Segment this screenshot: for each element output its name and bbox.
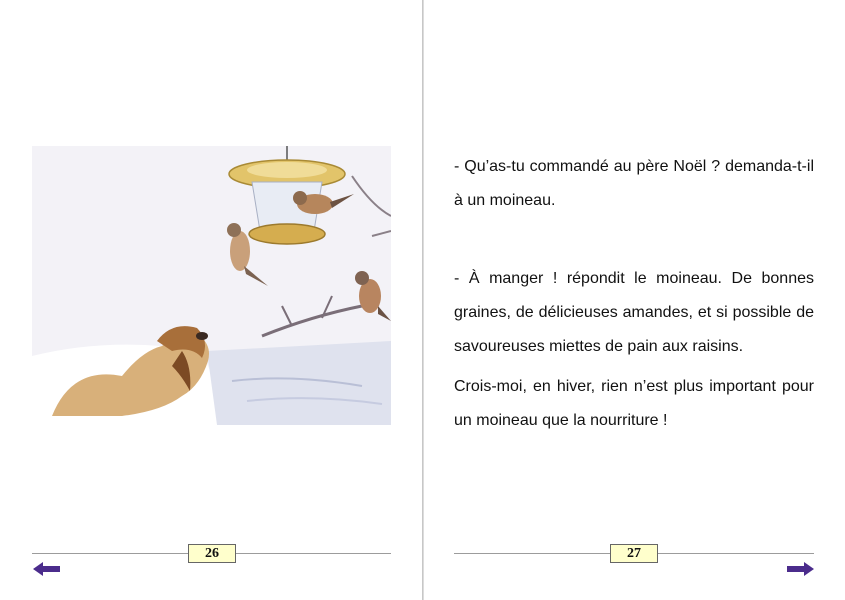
- page-number: 26: [188, 544, 236, 563]
- story-text: [454, 150, 814, 444]
- right-page: [424, 0, 845, 600]
- winter-birds-dog-illustration: [32, 146, 391, 425]
- prev-page-button[interactable]: [33, 562, 61, 576]
- paragraph: - À manger ! répondit le moineau. De bonnes graines, de délicieuses amandes, et si possible de savoureuses miettes de pain aux raisins.: [454, 270, 814, 355]
- paragraph: Crois-moi, en hiver, rien n’est plus important pour un moineau que la nourriture !: [454, 378, 814, 429]
- arrow-right-icon: [786, 562, 814, 576]
- book-illustration: [32, 146, 391, 425]
- arrow-left-icon: [33, 562, 61, 576]
- page-number: 27: [610, 544, 658, 563]
- left-page: [0, 0, 422, 600]
- next-page-button[interactable]: [786, 562, 814, 576]
- paragraph: - Qu’as-tu commandé au père Noël ? demanda-t-il à un moineau.: [454, 158, 814, 209]
